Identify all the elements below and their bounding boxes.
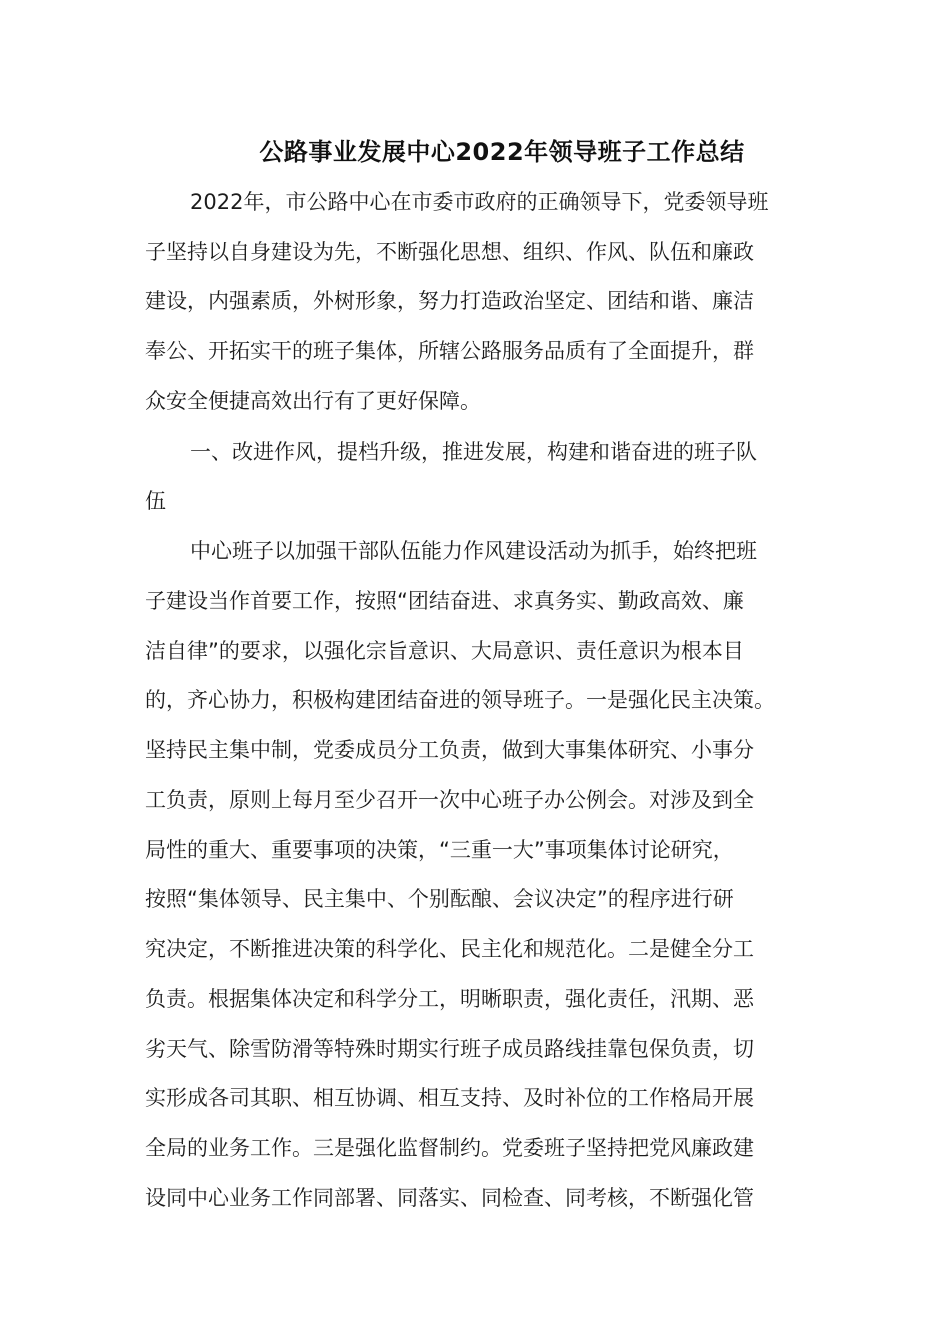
paragraph-line: 子坚持以自身建设为先，不断强化思想、组织、作风、队伍和廉政 (145, 240, 754, 264)
paragraph-line: 奉公、开拓实干的班子集体，所辖公路服务品质有了全面提升，群 (145, 339, 754, 363)
paragraph-line: 中心班子以加强干部队伍能力作风建设活动为抓手，始终把班 (190, 539, 757, 563)
document-title: 公路事业发展中心2022年领导班子工作总结 (259, 138, 745, 166)
paragraph-line: 坚持民主集中制，党委成员分工负责，做到大事集体研究、小事分 (145, 738, 754, 762)
paragraph-line: 究决定，不断推进决策的科学化、民主化和规范化。二是健全分工 (145, 937, 754, 961)
paragraph-line: 按照“集体领导、民主集中、个别酝酿、会议决定”的程序进行研 (145, 887, 734, 911)
paragraph-line: 工负责，原则上每月至少召开一次中心班子办公例会。对涉及到全 (145, 788, 754, 812)
paragraph-line: 全局的业务工作。三是强化监督制约。党委班子坚持把党风廉政建 (145, 1136, 754, 1160)
paragraph-line: 劣天气、除雪防滑等特殊时期实行班子成员路线挂靠包保负责，切 (145, 1037, 754, 1061)
paragraph-line: 洁自律”的要求，以强化宗旨意识、大局意识、责任意识为根本目 (145, 639, 744, 663)
paragraph-line: 建设，内强素质，外树形象，努力打造政治坚定、团结和谐、廉洁 (145, 289, 754, 313)
paragraph-line: 2022年，市公路中心在市委市政府的正确领导下，党委领导班 (190, 190, 769, 214)
section-heading-line: 伍 (145, 489, 166, 513)
paragraph-line: 的，齐心协力，积极构建团结奋进的领导班子。一是强化民主决策。 (145, 688, 775, 712)
paragraph-line: 局性的重大、重要事项的决策，“三重一大”事项集体讨论研究， (145, 838, 734, 862)
paragraph-line: 子建设当作首要工作，按照“团结奋进、求真务实、勤政高效、廉 (145, 589, 744, 613)
paragraph-line: 负责。根据集体决定和科学分工，明晰职责，强化责任，汛期、恶 (145, 987, 754, 1011)
paragraph-line: 实形成各司其职、相互协调、相互支持、及时补位的工作格局开展 (145, 1086, 754, 1110)
paragraph-line: 设同中心业务工作同部署、同落实、同检查、同考核，不断强化管 (145, 1186, 754, 1210)
paragraph-line: 众安全便捷高效出行有了更好保障。 (145, 389, 481, 413)
section-heading-line: 一、改进作风，提档升级，推进发展，构建和谐奋进的班子队 (190, 440, 757, 464)
